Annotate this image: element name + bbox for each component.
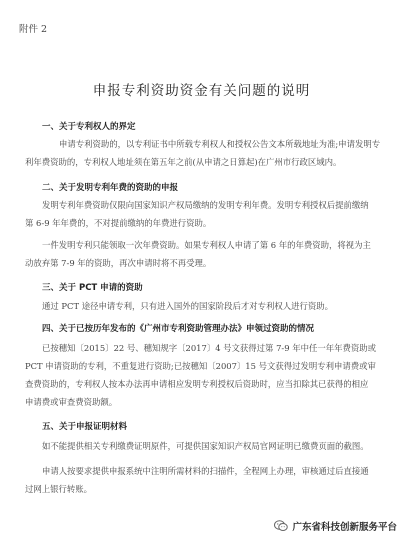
section-1-heading: 一、关于专利权人的界定 xyxy=(42,122,136,132)
section-5-heading: 五、关于申报证明材料 xyxy=(42,422,128,432)
section-4-heading: 四、关于已按历年发布的《广州市专利资助管理办法》申领过资助的情况 xyxy=(42,324,315,334)
section-3-paragraph-1: 通过 PCT 途径申请专利，只有进入国外的国家阶段后才对专利权人进行资助。 xyxy=(42,301,333,311)
watermark-text: 广东省科技创新服务平台 xyxy=(292,522,397,533)
section-5-paragraph-1: 如不能提供相关专利缴费证明原件，可提供国家知识产权局官网证明已缴费页面的截图。 xyxy=(42,441,369,451)
wechat-icon xyxy=(274,520,288,532)
document-title: 申报专利资助资金有关问题的说明 xyxy=(92,83,311,99)
watermark xyxy=(274,519,397,533)
section-4-paragraph-1: 已按穗知〔2015〕22 号、穗知规字〔2017〕4 号文获得过第 7-9 年中任一年年费资助或 PCT 申请资助的专利，不重复进行资助;已按穗知〔2007〕15 号文获得过发明专利申请费或审 查费资助的，专利权人按本办法再申请相应发明专利授权后资助时，应当扣除其已获得的相应 申请费或审查费资助额。 xyxy=(25,343,376,407)
section-3-heading: 三、关于 PCT 申请的资助 xyxy=(42,283,143,293)
section-2-paragraph-1: 发明专利年费资助仅限向国家知识产权局缴纳的发明专利年费。发明专利授权后提前缴纳 第 6-9 年年费的，不对提前缴纳的年费进行资助。 xyxy=(25,200,369,228)
section-5-paragraph-2: 申请人按要求提供申报系统中注明所需材料的扫描件，全程网上办理，审核通过后直接通 过网上银行转账。 xyxy=(25,466,369,494)
section-2-heading: 二、关于发明专利年费的资助的申报 xyxy=(42,183,179,193)
attachment-label: 附件 2 xyxy=(19,24,48,35)
section-1-paragraph-1: 申请专利资助的，以专利证书中所载专利权人和授权公告文本所载地址为准;申请发明专 利年费资助的，专利权人地址须在第五年之前(从申请之日算起)在广州市行政区域内。 xyxy=(25,139,381,167)
section-2-paragraph-2: 一件发明专利只能领取一次年费资助。如果专利权人申请了第 6 年的年费资助，将视为主 动放弃第 7-9 年的资助，再次申请时将不再受理。 xyxy=(25,240,371,268)
